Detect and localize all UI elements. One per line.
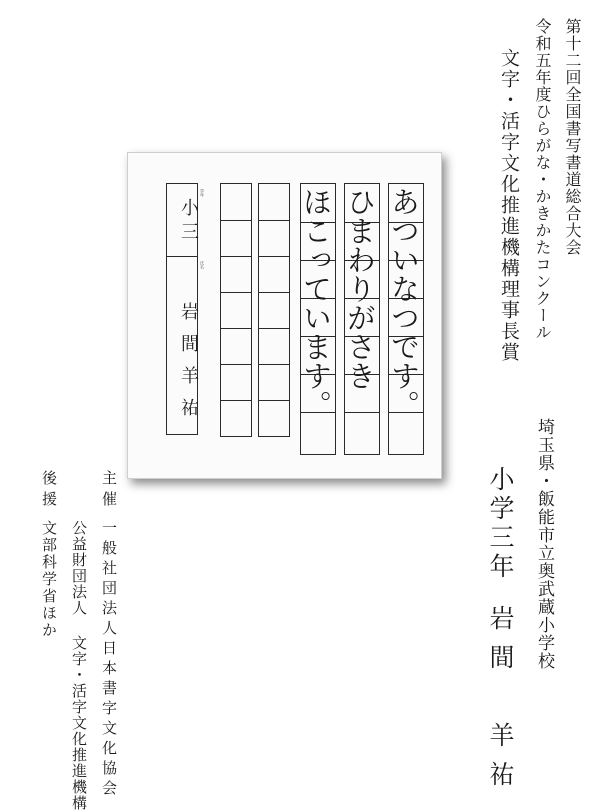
host-label: 主催	[100, 470, 118, 512]
contest-title: 第十二回全国書写書道総合大会	[563, 18, 582, 256]
label-name: 氏名	[200, 261, 205, 269]
artwork-grade: 小三	[178, 198, 199, 246]
artwork-line-2: ひまわりがさき	[343, 187, 377, 390]
label-grade: 学年	[200, 189, 205, 197]
school-name: 埼玉県・飯能市立奥武蔵小学校	[534, 418, 554, 670]
empty-column-2	[220, 183, 252, 437]
empty-column-1	[258, 183, 290, 437]
support-organization: 文部科学省ほか	[40, 520, 58, 639]
host-organization-2: 公益財団法人 文字・活字文化推進機構	[70, 520, 88, 811]
host-organization-1: 一般社団法人日本書字文化協会	[100, 520, 118, 800]
calligraphy-artwork	[127, 152, 442, 479]
student-grade: 小学三年	[486, 466, 515, 582]
writing-column-1	[388, 183, 424, 455]
writing-column-2	[344, 183, 380, 455]
artwork-line-3: ほこっています。	[299, 187, 333, 419]
writing-column-3	[300, 183, 336, 455]
artwork-name: 岩間羊祐	[178, 302, 199, 430]
support-label: 後援	[40, 470, 58, 512]
name-column	[166, 183, 198, 435]
category-title: 令和五年度ひらがな・かきかたコンクール	[533, 18, 552, 341]
student-name: 岩間 羊祐	[486, 605, 515, 800]
award-title: 文字・活字文化推進機構理事長賞	[498, 48, 520, 363]
artwork-line-1: あついなつです。	[387, 187, 421, 419]
